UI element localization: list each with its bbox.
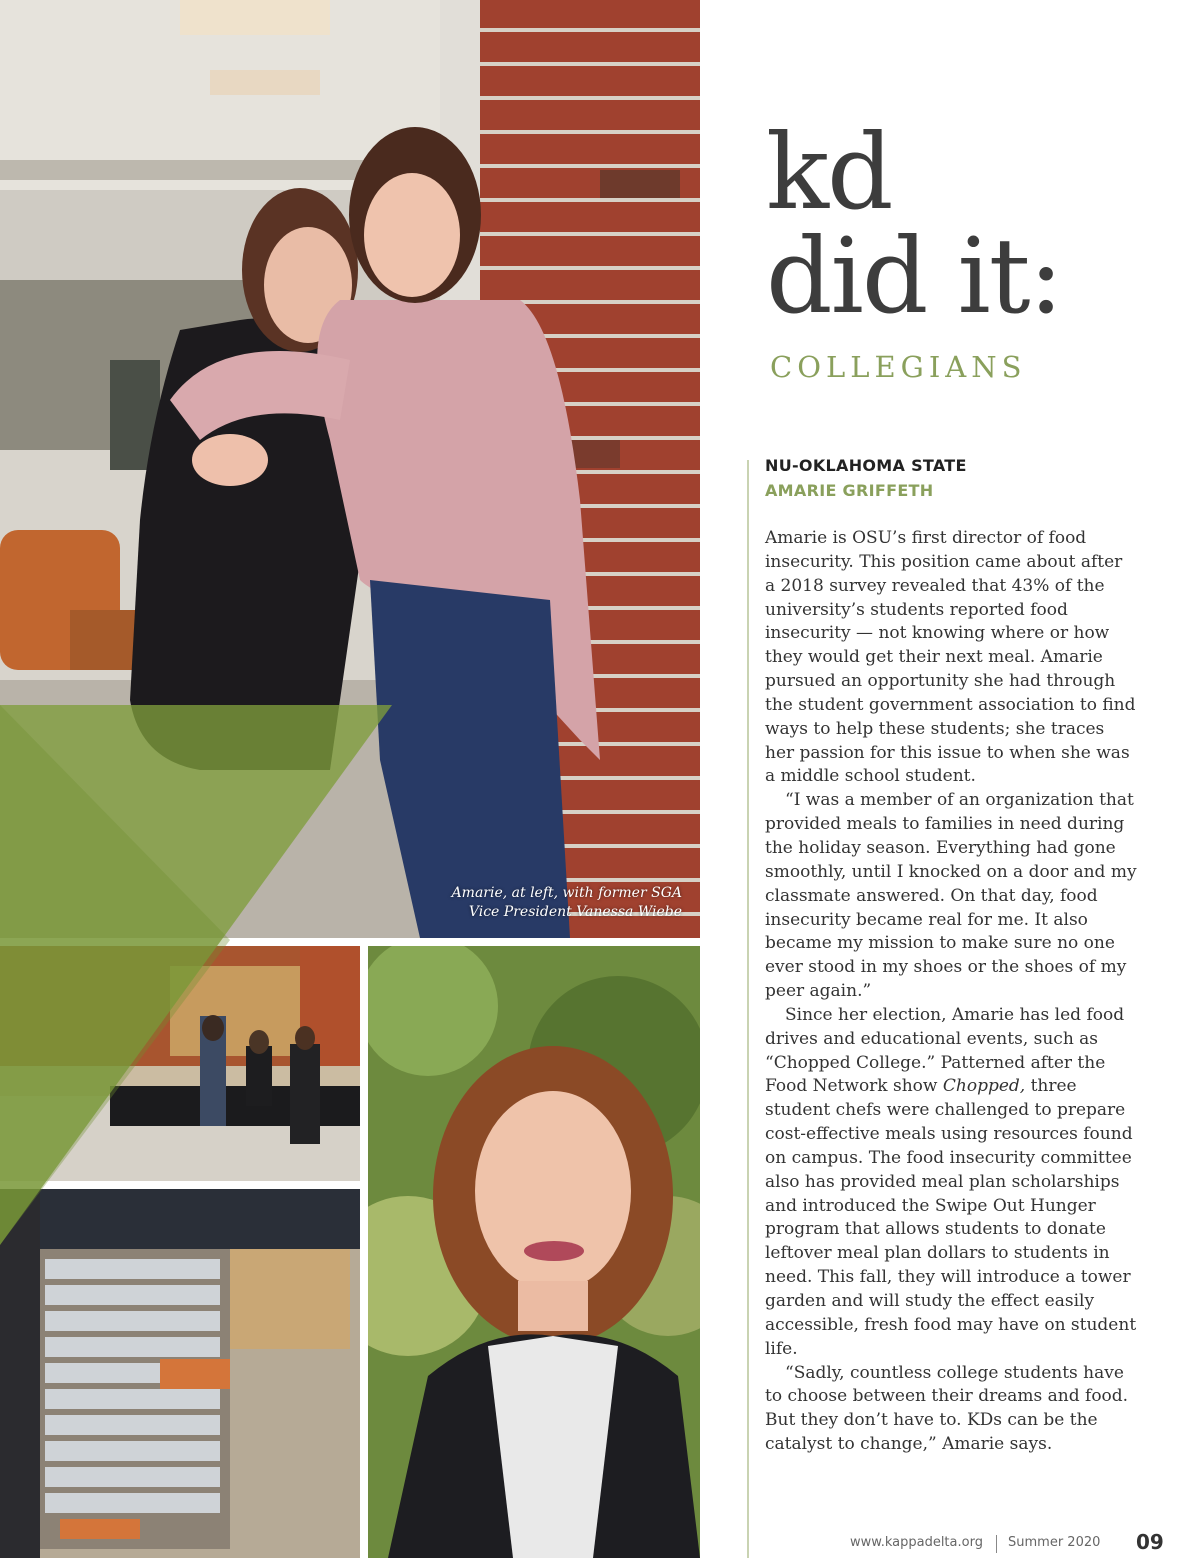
headline-line-2: did it: (766, 215, 1062, 337)
footer-issue: Summer 2020 (1008, 1535, 1101, 1550)
section-label: COLLEGIANS (770, 350, 1027, 384)
page-number: 09 (1136, 1530, 1164, 1554)
article-body (765, 527, 1137, 1457)
main-photo (0, 0, 700, 938)
footer-website-link[interactable]: www.kappadelta.org (850, 1535, 983, 1550)
article-paragraph-1: Amarie is OSU’s first director of food insecurity. This position came about after a 2018 survey revealed that 43% of the university’s students reported food insecurity — not knowing where or how they would get their next meal. Amarie pursued an opportunity she had through the student government association to find ways to help these students; she traces her passion for this issue to when she was a middle school student. (765, 528, 1136, 787)
show-title: Chopped, (942, 1076, 1026, 1097)
headline-line-1: kd (766, 111, 892, 233)
footer-divider (996, 1535, 997, 1553)
article-paragraph-4: “Sadly, countless college students have to choose between their dreams and food. But they don’t have to. KDs can be the catalyst to change,” Amarie says. (765, 1362, 1129, 1455)
event-photo (0, 946, 360, 1181)
member-name: AMARIE GRIFFETH (765, 481, 934, 500)
article-paragraph-3: Since her election, Amarie has led food drives and educational events, such as “Chopped College.” Patterned after the Food Network show Chopped, three student chefs were challenged to prepare cost-effective meals using resources found on campus. The food insecurity committee also has provided meal plan scholarships and introduced the Swipe Out Hunger program that allows students to donate leftover meal plan dollars to students in need. This fall, they will introduce a tower garden and will study the effect easily accessible, fresh food may have on student life. (765, 1004, 1137, 1359)
column-rule (747, 460, 749, 1558)
main-photo-caption: Amarie, at left, with former SGA Vice President Vanessa Wiebe (451, 885, 682, 920)
portrait-photo (368, 946, 700, 1558)
chapter-name: NU-OKLAHOMA STATE (765, 456, 967, 475)
canned-food-photo (0, 1189, 360, 1558)
page-headline (766, 111, 1062, 337)
article-paragraph-2: “I was a member of an organization that provided meals to families in need during the holiday season. Everything had gone smoothly, until I knocked on a door and my classmate answered. On that day, food insecurity became real for me. It also became my mission to make sure no one ever stood in my shoes or the shoes of my peer again.” (765, 790, 1137, 1002)
